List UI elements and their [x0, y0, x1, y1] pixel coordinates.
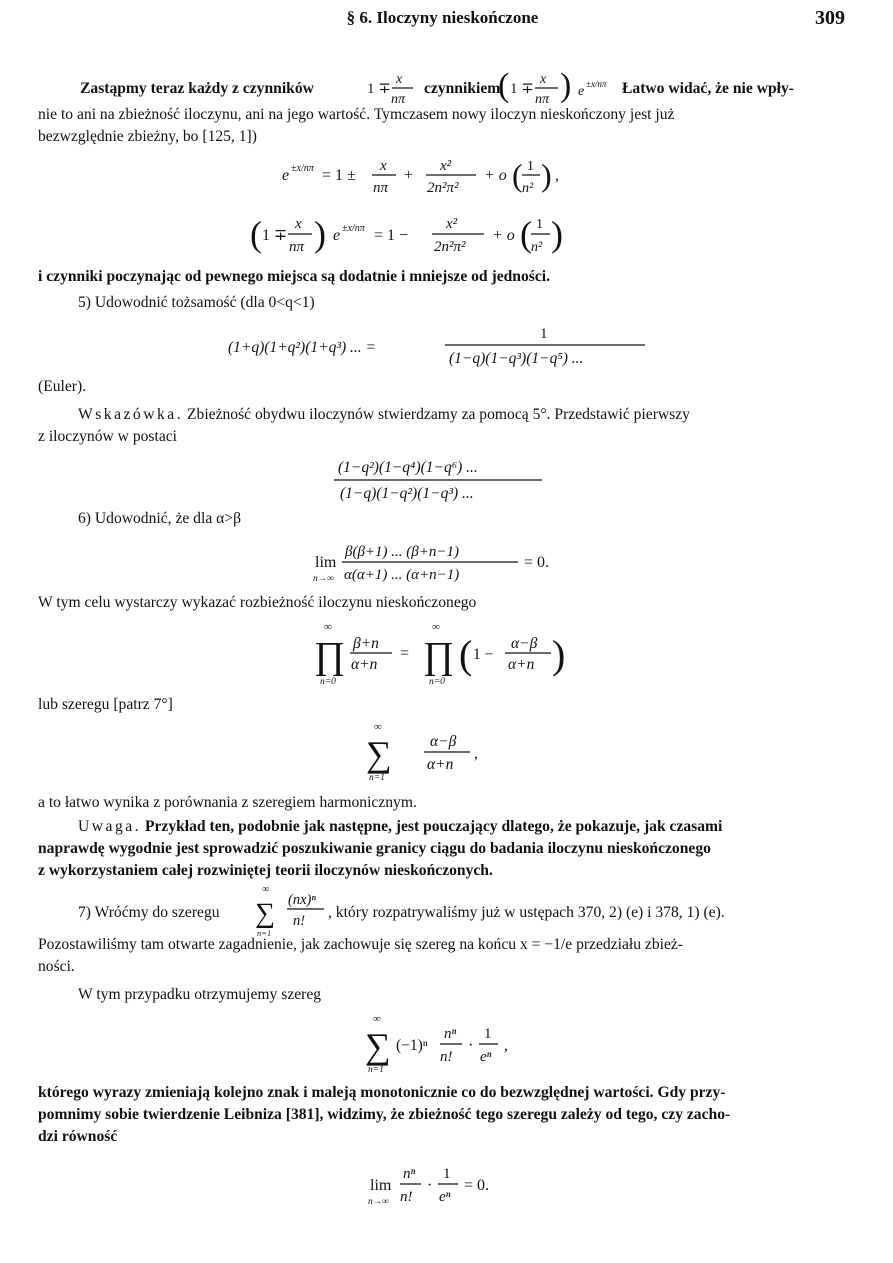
lim6-num: β(β+1) ... (β+n−1): [345, 544, 460, 560]
sum1-symbol: ∑: [366, 734, 392, 774]
hint-line2: z iloczynów w postaci: [38, 428, 178, 445]
remark-label: Uwaga.: [78, 818, 142, 835]
hint-den: (1−q)(1−q²)(1−q³) ...: [340, 485, 474, 502]
euler-den: (1−q)(1−q³)(1−q⁵) ...: [449, 350, 584, 367]
sum1-comma: ,: [474, 745, 478, 762]
f2-exp: ±x/nπ: [342, 223, 365, 234]
sum2-bottom: n=1: [368, 1065, 384, 1075]
sum1-top: ∞: [374, 721, 382, 733]
sum-nx-den: n!: [293, 913, 306, 929]
formula-expansion-product: [0, 206, 893, 262]
f2-eq: = 1 −: [374, 227, 409, 244]
f1-x: x: [380, 158, 387, 174]
para1-text-b: czynnikiem: [424, 80, 501, 97]
formula-euler-identity: [0, 318, 893, 370]
formula-infinite-product: [0, 618, 893, 688]
limf-sub: n→∞: [368, 1197, 390, 1207]
limf-dot: ·: [427, 1177, 433, 1194]
f2-npi: nπ: [289, 239, 305, 255]
para2: i czynniki poczynając od pewnego miejsca są dodatnie i mniejsze od jedności.: [38, 268, 550, 285]
mod-one-mp: 1 ∓: [510, 81, 534, 97]
f1-x2: x²: [440, 158, 452, 174]
formula-final-limit: [0, 1158, 893, 1214]
prod2-symbol: ∏: [423, 635, 455, 677]
prod1-bottom: n=0: [320, 677, 336, 687]
f1-eq: = 1 ±: [322, 167, 356, 184]
limf-eq0: = 0.: [464, 1177, 490, 1194]
prod2-rp: ): [552, 632, 566, 677]
sum2-en: eⁿ: [480, 1049, 492, 1065]
prod2-top: ∞: [432, 621, 440, 633]
limf-num: nⁿ: [403, 1166, 416, 1182]
f1-o: + o: [484, 167, 507, 184]
formula-series-harmonic: [0, 718, 893, 784]
f1-den: 2n²π²: [427, 180, 459, 196]
f1-comma: ,: [555, 167, 559, 184]
prod1-symbol: ∏: [314, 635, 346, 677]
limf-den: n!: [400, 1189, 413, 1205]
sum2-comma: ,: [504, 1037, 508, 1054]
sum2-top: ∞: [373, 1013, 381, 1025]
limf-lim: lim: [370, 1177, 392, 1194]
f2-n2: n²: [531, 240, 543, 255]
item5-heading: 5) Udowodnić tożsamość (dla 0<q<1): [78, 294, 315, 311]
prod1-den: α+n: [351, 656, 378, 673]
mod-num: x: [540, 72, 547, 87]
f2-lp2: (: [520, 214, 532, 254]
limf-one: 1: [443, 1166, 451, 1182]
f2-den: 2n²π²: [434, 239, 466, 255]
f1-one: 1: [527, 159, 534, 174]
formula-alternating-series: [0, 1010, 893, 1076]
euler-num: 1: [540, 326, 548, 342]
f1-plus: +: [404, 167, 414, 184]
factor-num: x: [396, 72, 403, 87]
prod2-num: α−β: [511, 635, 538, 652]
prod-eq: =: [400, 645, 410, 662]
sum1-bottom: n=1: [369, 773, 385, 783]
prod2-one-minus: 1 −: [473, 646, 494, 663]
f2-one: 1: [536, 217, 543, 232]
formula-hint-fraction: [0, 452, 893, 504]
inline-series-nx: [252, 880, 338, 942]
sum1-den: α+n: [427, 756, 454, 773]
mod-exp: ±x/nπ: [586, 79, 607, 89]
lim6-den: α(α+1) ... (α+n−1): [344, 567, 460, 583]
formula-limit-ratio: [0, 534, 893, 592]
sum-nx-top: ∞: [262, 884, 270, 895]
prod2-lp: (: [459, 632, 473, 677]
hint-num: (1−q²)(1−q⁴)(1−q⁶) ...: [338, 459, 478, 476]
sum2-dot: ·: [468, 1037, 474, 1054]
sum-nx-bottom: n=1: [257, 928, 272, 938]
f2-lp: (: [250, 214, 262, 254]
factor-den: nπ: [391, 92, 406, 107]
sum1-num: α−β: [430, 733, 457, 750]
para-case: W tym przypadku otrzymujemy szereg: [78, 986, 322, 1003]
lim6-sub: n→∞: [313, 574, 335, 584]
mod-lparen: (: [498, 67, 510, 104]
section-title: § 6. Iloczyny nieskończone: [346, 8, 539, 27]
para-harmonic: a to łatwo wynika z porównania z szeregiem harmonicznym.: [38, 794, 417, 811]
item7-line2: Pozostawiliśmy tam otwarte zagadnienie, jak zachowuje się szereg na końcu x = −1/e przedziału zbież-: [38, 936, 683, 953]
f1-npi: nπ: [373, 180, 389, 196]
hint-line1: [38, 404, 846, 426]
page-number: 309: [815, 7, 845, 29]
hint-label: Wskazówka.: [78, 406, 184, 423]
prod1-top: ∞: [324, 621, 332, 633]
sum2-symbol: ∑: [365, 1026, 391, 1066]
para1-line3: bezwzględnie zbieżny, bo [125, 1]): [38, 128, 257, 145]
mod-rparen: ): [560, 67, 572, 104]
mod-e: e: [578, 84, 585, 99]
sum-nx-num: (nx)ⁿ: [288, 892, 316, 908]
euler-lhs: (1+q)(1+q²)(1+q³) ... =: [228, 339, 376, 356]
remark-line3: z wykorzystaniem całej rozwiniętej teorii iloczynów nieskończonych.: [38, 862, 493, 879]
limf-en: eⁿ: [439, 1189, 451, 1205]
f1-lp: (: [512, 157, 523, 193]
inline-formula-factor: [365, 60, 425, 108]
f1-rp: ): [541, 157, 552, 193]
para-aim: W tym celu wystarczy wykazać rozbieżność iloczynu nieskończonego: [38, 594, 477, 611]
prod1-num: β+n: [353, 635, 379, 652]
inline-formula-modified-factor: [498, 58, 620, 108]
f1-n2: n²: [522, 181, 534, 196]
running-header: [40, 8, 845, 32]
item7-line3: ności.: [38, 958, 75, 975]
lim6-lim: lim: [315, 554, 337, 571]
item7-text-b: , który rozpatrywaliśmy już w ustępach 370, 2) (e) i 378, 1) (e).: [328, 904, 725, 921]
f2-x: x: [295, 216, 302, 232]
remark-line1: [38, 816, 846, 838]
euler-attribution: (Euler).: [38, 378, 87, 395]
lim6-eq0: = 0.: [524, 554, 550, 571]
item7-text-a: 7) Wróćmy do szeregu: [78, 904, 220, 921]
prod2-bottom: n=0: [429, 677, 445, 687]
f1-exp: ±x/nπ: [291, 163, 314, 174]
para-leibniz-line1: którego wyrazy zmieniają kolejno znak i maleją monotonicznie co do bezwzględnej wartości. Gdy przy-: [38, 1084, 726, 1101]
factor-one-mp: 1 ∓: [367, 81, 391, 97]
mod-den: nπ: [535, 92, 550, 107]
f2-one-mp: 1 ∓: [262, 227, 288, 244]
remark-text: Przykład ten, podobnie jak następne, jest pouczający dlatego, że pokazuje, jak czasami: [144, 818, 723, 835]
para1-line2: nie to ani na zbieżność iloczynu, ani na jego wartość. Tymczasem nowy iloczyn nieskończony jest już: [38, 106, 675, 123]
para-leibniz-line3: dzi równość: [38, 1128, 118, 1145]
f2-o: + o: [492, 227, 515, 244]
f2-rp2: ): [551, 214, 563, 254]
prod2-den: α+n: [508, 656, 535, 673]
sum2-num: nⁿ: [444, 1026, 457, 1042]
sum-nx-symbol: ∑: [255, 898, 275, 929]
formula-expansion-exp: [0, 150, 893, 200]
para-leibniz-line2: pomnimy sobie twierdzenie Leibniza [381], widzimy, że zbieżność tego szeregu zależy od tego, czy zacho-: [38, 1106, 731, 1123]
sum2-one: 1: [484, 1026, 492, 1042]
remark-line2: naprawdę wygodnie jest sprowadzić poszukiwanie granicy ciągu do badania iloczynu nieskończonego: [38, 840, 711, 857]
hint-text: Zbieżność obydwu iloczynów stwierdzamy za pomocą 5°. Przedstawić pierwszy: [187, 406, 690, 423]
f2-rp: ): [314, 214, 326, 254]
para-or: lub szeregu [patrz 7°]: [38, 696, 173, 713]
sum2-den: n!: [440, 1049, 453, 1065]
f2-x2: x²: [446, 216, 458, 232]
f2-e: e: [333, 227, 341, 244]
item6-heading: 6) Udowodnić, że dla α>β: [78, 510, 242, 527]
sum2-sign: (−1)ⁿ: [396, 1037, 428, 1054]
para1-text-a: Zastąpmy teraz każdy z czynników: [80, 80, 314, 97]
para1-text-c: Łatwo widać, że nie wpły-: [622, 80, 794, 97]
f1-e: e: [282, 167, 290, 184]
